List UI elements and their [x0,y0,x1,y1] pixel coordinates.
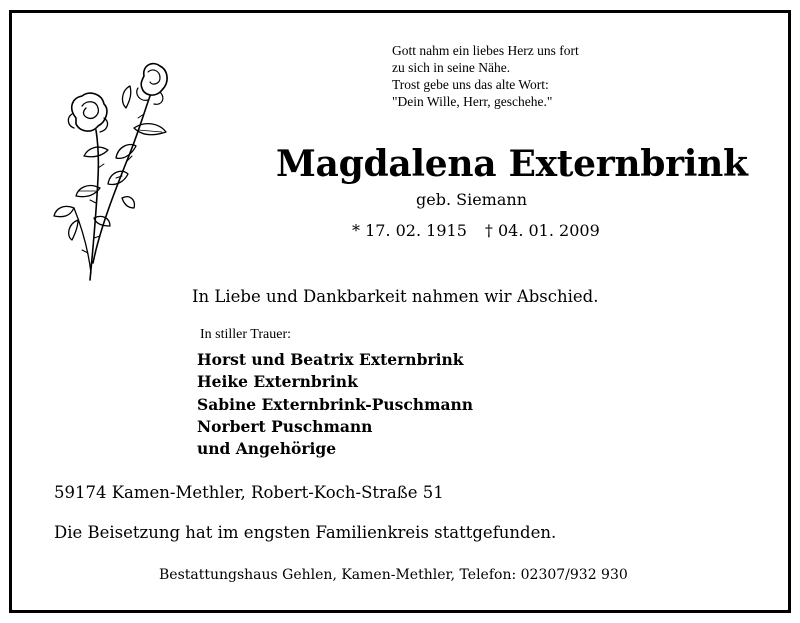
address: 59174 Kamen-Methler, Robert-Koch-Straße 51 [54,483,444,502]
mourner-name: Horst und Beatrix Externbrink [197,350,464,369]
death-date: † 04. 01. 2009 [484,221,600,240]
verse-line: "Dein Wille, Herr, geschehe." [392,94,553,109]
burial-note: Die Beisetzung hat im engsten Familienkreis stattgefunden. [54,523,557,542]
verse-line: Trost gebe uns das alte Wort: [392,77,549,92]
birth-date: * 17. 02. 1915 [352,221,467,240]
mourners-list [197,349,473,460]
mourner-name: Heike Externbrink [197,372,358,392]
life-dates [352,221,600,240]
mourning-label: In stiller Trauer: [200,327,291,342]
maiden-name: geb. Siemann [416,190,527,209]
mourner-name: und Angehörige [197,439,337,459]
funeral-home-contact: Bestattungshaus Gehlen, Kamen-Methler, Telefon: 02307/932 930 [159,567,628,583]
verse-line: Gott nahm ein liebes Herz uns fort [392,43,579,58]
verse-line: zu sich in seine Nähe. [392,60,511,75]
verse [392,42,579,110]
mourner-name: Norbert Puschmann [197,416,373,436]
rose-icon [38,58,188,283]
deceased-name: Magdalena Externbrink [276,143,748,185]
farewell-text: In Liebe und Dankbarkeit nahmen wir Abschied. [192,287,599,306]
mourner-name: Sabine Externbrink-Puschmann [197,394,474,414]
